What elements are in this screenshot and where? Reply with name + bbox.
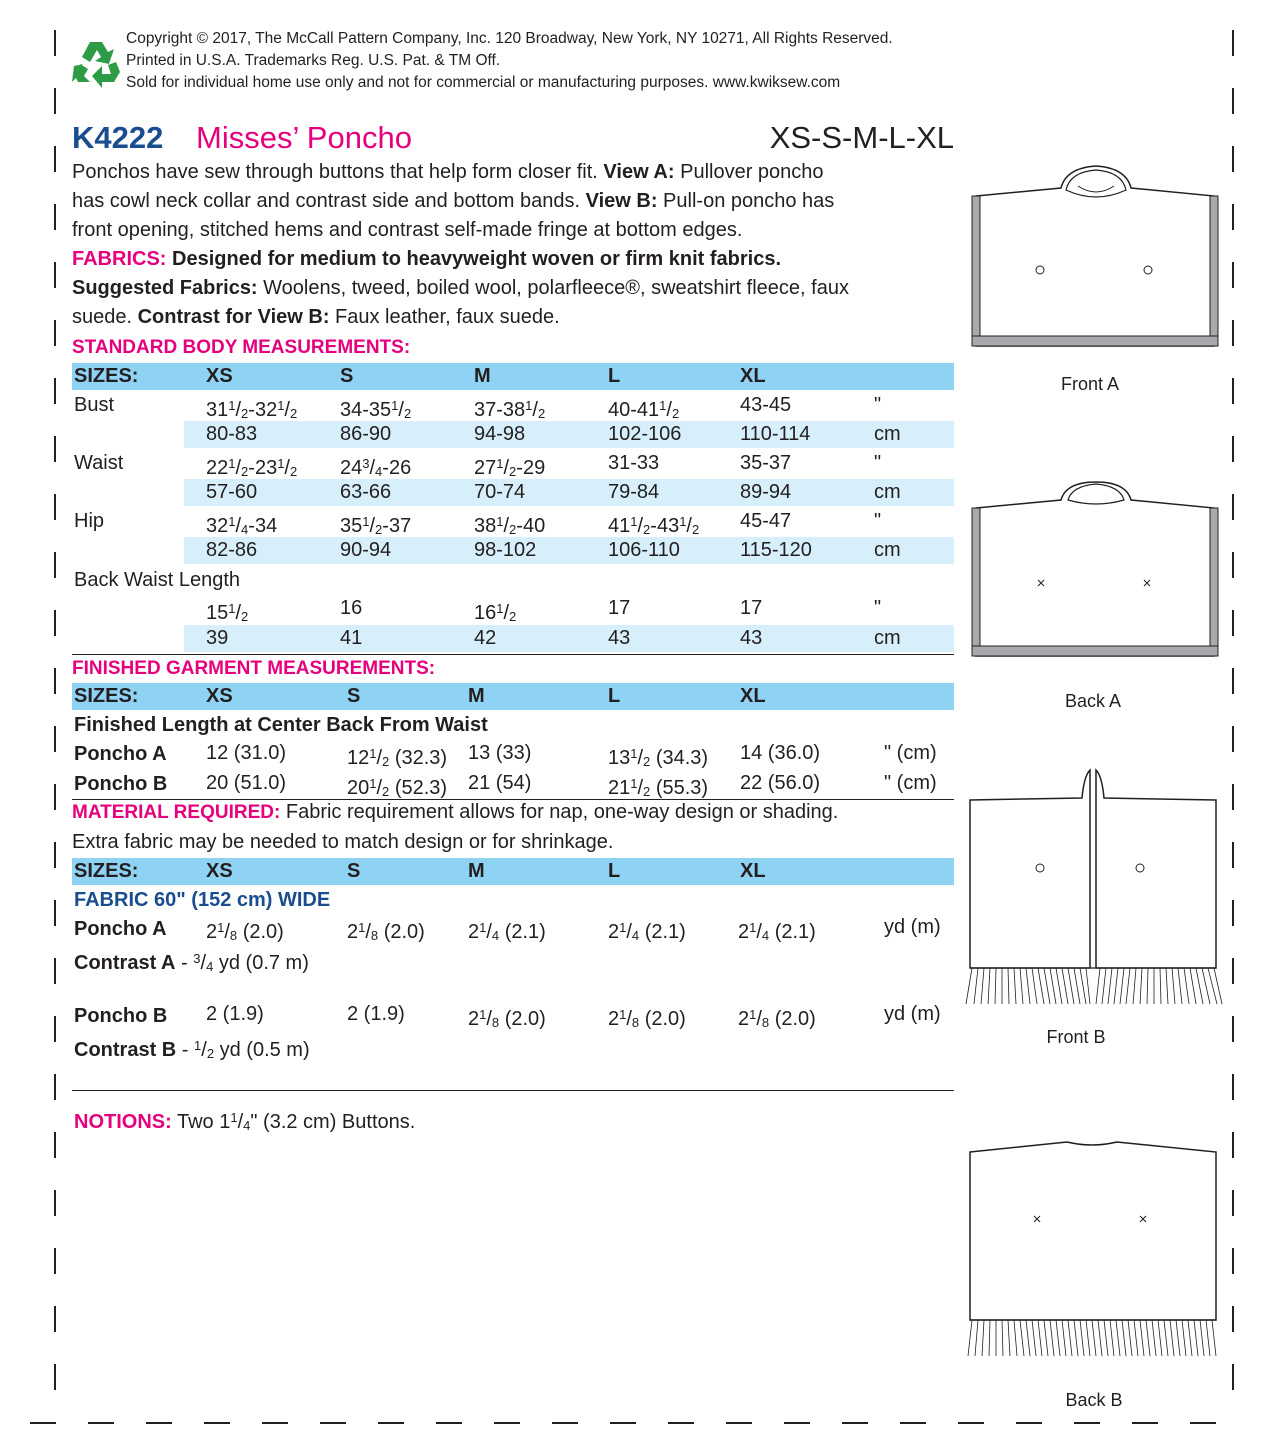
material-b-m: $2^1/_8$ (2.0): [468, 1007, 546, 1030]
cut-line-dash: [784, 1422, 810, 1424]
material-size-s: S: [347, 860, 361, 882]
finished-a-xs: 12 (31.0): [206, 742, 287, 764]
cut-line-dash: [204, 1422, 230, 1424]
material-b-xs: 2 (1.9): [206, 1003, 264, 1025]
cut-line-dash: [1232, 146, 1234, 172]
hip-xs-in: $32^1/_4-34$: [206, 514, 278, 537]
hip-inch-unit: ": [874, 510, 882, 532]
cut-line-dash: [610, 1422, 636, 1424]
fabrics-line: FABRICS: Designed for medium to heavyweight woven or firm knit fabrics.: [72, 248, 782, 270]
finished-b-s: $20^1/_2$ (52.3): [347, 776, 448, 799]
material-a-m: $2^1/_4$ (2.1): [468, 920, 546, 943]
cut-line-dash: [378, 1422, 404, 1424]
cut-line-dash: [54, 784, 56, 810]
cut-line-dash: [436, 1422, 462, 1424]
size-xl: XL: [740, 365, 766, 387]
cut-line-dash: [54, 958, 56, 984]
hip-cm-unit: cm: [874, 539, 901, 561]
cut-line-dash: [88, 1422, 114, 1424]
suggested-fabrics-line-2: suede. Contrast for View B: Faux leather, faux suede.: [72, 306, 560, 328]
divider-3: [72, 1090, 954, 1091]
material-b-xl: $2^1/_8$ (2.0): [738, 1007, 816, 1030]
cut-line-dash: [1232, 900, 1234, 926]
material-b-l: $2^1/_8$ (2.0): [608, 1007, 686, 1030]
bust-label: Bust: [74, 394, 115, 416]
cut-line-dash: [552, 1422, 578, 1424]
finished-a-l: $13^1/_2$ (34.3): [608, 746, 709, 769]
finished-a-s: $12^1/_2$ (32.3): [347, 746, 448, 769]
cut-line-dash: [54, 1248, 56, 1274]
cut-line-dash: [1232, 958, 1234, 984]
bust-xl-cm: 110-114: [740, 423, 811, 445]
finished-subheading: Finished Length at Center Back From Waist: [74, 714, 488, 736]
recycle-icon: [70, 38, 122, 90]
cut-line-dash: [1232, 610, 1234, 636]
size-m: M: [474, 365, 491, 387]
description-line-1: Ponchos have sew through buttons that help form closer fit. View A: Pullover poncho: [72, 161, 824, 183]
cut-line-dash: [1232, 262, 1234, 288]
sizes-band: [72, 363, 954, 390]
cut-line-dash: [54, 320, 56, 346]
bwl-s-in: 16: [340, 597, 363, 619]
cut-line-dash: [54, 1016, 56, 1042]
cut-line-dash: [958, 1422, 984, 1424]
cut-line-dash: [494, 1422, 520, 1424]
bust-l-cm: 102-106: [608, 423, 682, 445]
back-a-label: Back A: [1064, 691, 1122, 711]
cut-line-dash: [1232, 378, 1234, 404]
cut-line-dash: [54, 668, 56, 694]
front-b-label: Front B: [1046, 1027, 1106, 1047]
cut-line-dash: [1232, 1074, 1234, 1100]
cut-line-dash: [1232, 552, 1234, 578]
cut-line-dash: [1232, 1306, 1234, 1332]
cut-line-dash: [262, 1422, 288, 1424]
cut-line-dash: [54, 436, 56, 462]
cut-line-dash: [1232, 494, 1234, 520]
cut-line-dash: [1232, 204, 1234, 230]
finished-b-unit: " (cm): [884, 772, 937, 794]
back-a-illustration: [966, 480, 1224, 660]
cut-line-dash: [900, 1422, 926, 1424]
size-xs: XS: [206, 365, 233, 387]
copyright-line-3: Sold for individual home use only and not for commercial or manufacturing purposes. www.kwiksew.com: [126, 74, 841, 91]
cut-line-dash: [320, 1422, 346, 1424]
cut-line-dash: [54, 726, 56, 752]
finished-size-l: L: [608, 685, 621, 707]
cut-line-dash: [54, 900, 56, 926]
description-line-3: front opening, stitched hems and contrast self-made fringe at bottom edges.: [72, 219, 743, 241]
pattern-name: Misses’ Poncho: [196, 120, 412, 155]
cut-line-dash: [1232, 842, 1234, 868]
bwl-xs-cm: 39: [206, 627, 229, 649]
hip-m-in: $38^1/_2-40$: [474, 514, 546, 537]
material-a-unit: yd (m): [884, 916, 941, 938]
cut-line-dash: [1232, 784, 1234, 810]
bust-m-cm: 94-98: [474, 423, 526, 445]
cut-line-dash: [1232, 1016, 1234, 1042]
front-a-illustration: [966, 160, 1224, 350]
cut-line-dash: [1074, 1422, 1100, 1424]
back-b-label: Back B: [1065, 1390, 1123, 1410]
hip-s-in: $35^1/_2-37$: [340, 514, 412, 537]
cut-line-dash: [146, 1422, 172, 1424]
cut-line-dash: [1232, 1248, 1234, 1274]
cut-line-dash: [1232, 1190, 1234, 1216]
waist-s-in: $24^3/_4-26$: [340, 456, 412, 479]
finished-poncho-b-label: Poncho B: [74, 773, 168, 795]
finished-heading: FINISHED GARMENT MEASUREMENTS:: [72, 658, 436, 679]
material-a-l: $2^1/_4$ (2.1): [608, 920, 686, 943]
cut-line-dash: [842, 1422, 868, 1424]
waist-xl-in: 35-37: [740, 452, 792, 474]
cut-line-dash: [54, 1306, 56, 1332]
copyright-line-1: Copyright © 2017, The McCall Pattern Company, Inc. 120 Broadway, New York, NY 10271, All Rights Reserved.: [126, 30, 893, 47]
finished-b-xs: 20 (51.0): [206, 772, 287, 794]
cut-line-dash: [54, 842, 56, 868]
finished-size-s: S: [347, 685, 361, 707]
description-line-2: has cowl neck collar and contrast side and bottom bands. View B: Pull-on poncho has: [72, 190, 835, 212]
material-sizes-label: SIZES:: [74, 860, 139, 882]
material-b-unit: yd (m): [884, 1003, 941, 1025]
waist-l-cm: 79-84: [608, 481, 660, 503]
waist-l-in: 31-33: [608, 452, 660, 474]
contrast-a-row: Contrast A - $^3/_4$ yd (0.7 m): [74, 951, 309, 974]
waist-label: Waist: [74, 452, 124, 474]
waist-xl-cm: 89-94: [740, 481, 792, 503]
bust-xs-in: $31^1/_2-32^1/_2$: [206, 398, 298, 421]
cut-line-dash: [54, 88, 56, 114]
bust-s-cm: 86-90: [340, 423, 392, 445]
hip-s-cm: 90-94: [340, 539, 392, 561]
cut-line-dash: [54, 1364, 56, 1390]
cut-line-dash: [1232, 1132, 1234, 1158]
material-size-xs: XS: [206, 860, 233, 882]
cut-line-dash: [30, 1422, 56, 1424]
hip-xl-cm: 115-120: [740, 539, 812, 561]
bust-s-in: $34-35^1/_2$: [340, 398, 412, 421]
finished-size-xs: XS: [206, 685, 233, 707]
suggested-fabrics-line-1: Suggested Fabrics: Woolens, tweed, boiled wool, polarfleece®, sweatshirt fleece, faux: [72, 277, 849, 299]
cut-line-dash: [1232, 726, 1234, 752]
material-size-l: L: [608, 860, 621, 882]
bust-l-in: $40-41^1/_2$: [608, 398, 680, 421]
cut-line-dash: [1190, 1422, 1216, 1424]
cut-line-dash: [726, 1422, 752, 1424]
cut-line-dash: [1232, 30, 1234, 56]
cut-line-dash: [54, 378, 56, 404]
bwl-m-in: $16^1/_2$: [474, 601, 517, 624]
bust-inch-unit: ": [874, 394, 882, 416]
front-b-illustration: [962, 768, 1224, 1008]
material-size-xl: XL: [740, 860, 766, 882]
bwl-xl-in: 17: [740, 597, 763, 619]
finished-size-xl: XL: [740, 685, 766, 707]
cut-line-dash: [54, 262, 56, 288]
material-poncho-a-label: Poncho A: [74, 918, 167, 940]
hip-l-cm: 106-110: [608, 539, 680, 561]
waist-m-in: $27^1/_2-29$: [474, 456, 546, 479]
waist-s-cm: 63-66: [340, 481, 392, 503]
bwl-inch-unit: ": [874, 597, 882, 619]
bust-xs-cm: 80-83: [206, 423, 258, 445]
bwl-cm-band: [184, 625, 954, 652]
material-a-xl: $2^1/_4$ (2.1): [738, 920, 816, 943]
bwl-l-in: 17: [608, 597, 631, 619]
material-line-1: MATERIAL REQUIRED: Fabric requirement allows for nap, one-way design or shading.: [72, 801, 839, 823]
waist-xs-cm: 57-60: [206, 481, 258, 503]
finished-sizes-band: [72, 683, 954, 710]
fabric-width: FABRIC 60" (152 cm) WIDE: [74, 889, 331, 911]
bust-cm-unit: cm: [874, 423, 901, 445]
cut-line-dash: [1232, 436, 1234, 462]
back-b-illustration: [962, 1130, 1224, 1360]
cut-line-dash: [54, 610, 56, 636]
finished-b-l: $21^1/_2$ (55.3): [608, 776, 709, 799]
material-sizes-band: [72, 858, 954, 885]
cut-line-dash: [54, 1190, 56, 1216]
size-s: S: [340, 365, 354, 387]
notions-line: NOTIONS: Two $1^1/_4$" (3.2 cm) Buttons.: [74, 1110, 416, 1133]
bwl-l-cm: 43: [608, 627, 631, 649]
bwl-xs-in: $15^1/_2$: [206, 601, 249, 624]
bwl-m-cm: 42: [474, 627, 497, 649]
finished-b-m: 21 (54): [468, 772, 532, 794]
back-waist-label: Back Waist Length: [74, 569, 241, 591]
hip-xs-cm: 82-86: [206, 539, 258, 561]
cut-line-dash: [54, 1074, 56, 1100]
hip-m-cm: 98-102: [474, 539, 537, 561]
bust-xl-in: 43-45: [740, 394, 792, 416]
material-size-m: M: [468, 860, 485, 882]
hip-label: Hip: [74, 510, 105, 532]
bust-cm-band: [184, 421, 954, 448]
material-line-2: Extra fabric may be needed to match design or for shrinkage.: [72, 831, 614, 853]
bust-m-in: $37-38^1/_2$: [474, 398, 546, 421]
finished-size-m: M: [468, 685, 485, 707]
bwl-xl-cm: 43: [740, 627, 763, 649]
bwl-s-cm: 41: [340, 627, 363, 649]
contrast-b-row: Contrast B - $^1/_2$ yd (0.5 m): [74, 1038, 310, 1061]
waist-cm-unit: cm: [874, 481, 901, 503]
sizes-label: SIZES:: [74, 365, 139, 387]
cut-line-dash: [54, 204, 56, 230]
waist-m-cm: 70-74: [474, 481, 526, 503]
material-b-s: 2 (1.9): [347, 1003, 405, 1025]
bwl-cm-unit: cm: [874, 627, 901, 649]
size-range: XS-S-M-L-XL: [769, 120, 954, 155]
cut-line-dash: [1232, 668, 1234, 694]
material-a-s: $2^1/_8$ (2.0): [347, 920, 425, 943]
waist-xs-in: $22^1/_2-23^1/_2$: [206, 456, 298, 479]
finished-poncho-a-label: Poncho A: [74, 743, 167, 765]
finished-b-xl: 22 (56.0): [740, 772, 821, 794]
material-poncho-b-label: Poncho B: [74, 1005, 168, 1027]
cut-line-dash: [1232, 88, 1234, 114]
hip-cm-band: [184, 537, 954, 564]
hip-l-in: $41^1/_2-43^1/_2$: [608, 514, 700, 537]
cut-line-dash: [1232, 1364, 1234, 1390]
finished-a-unit: " (cm): [884, 742, 937, 764]
pattern-number: K4222: [72, 120, 164, 155]
cut-line-dash: [1232, 320, 1234, 346]
material-a-xs: $2^1/_8$ (2.0): [206, 920, 284, 943]
cut-line-dash: [668, 1422, 694, 1424]
cut-line-dash: [54, 1132, 56, 1158]
cut-line-dash: [54, 552, 56, 578]
body-measurements-heading: STANDARD BODY MEASUREMENTS:: [72, 337, 411, 358]
hip-xl-in: 45-47: [740, 510, 792, 532]
cut-line-dash: [54, 494, 56, 520]
waist-cm-band: [184, 479, 954, 506]
front-a-label: Front A: [1060, 374, 1120, 394]
cut-line-dash: [54, 146, 56, 172]
finished-sizes-label: SIZES:: [74, 685, 139, 707]
cut-line-dash: [54, 30, 56, 56]
waist-inch-unit: ": [874, 452, 882, 474]
cut-line-dash: [1132, 1422, 1158, 1424]
cut-line-dash: [1016, 1422, 1042, 1424]
finished-a-xl: 14 (36.0): [740, 742, 821, 764]
size-l: L: [608, 365, 621, 387]
finished-a-m: 13 (33): [468, 742, 532, 764]
copyright-line-2: Printed in U.S.A. Trademarks Reg. U.S. Pat. & TM Off.: [126, 52, 501, 69]
